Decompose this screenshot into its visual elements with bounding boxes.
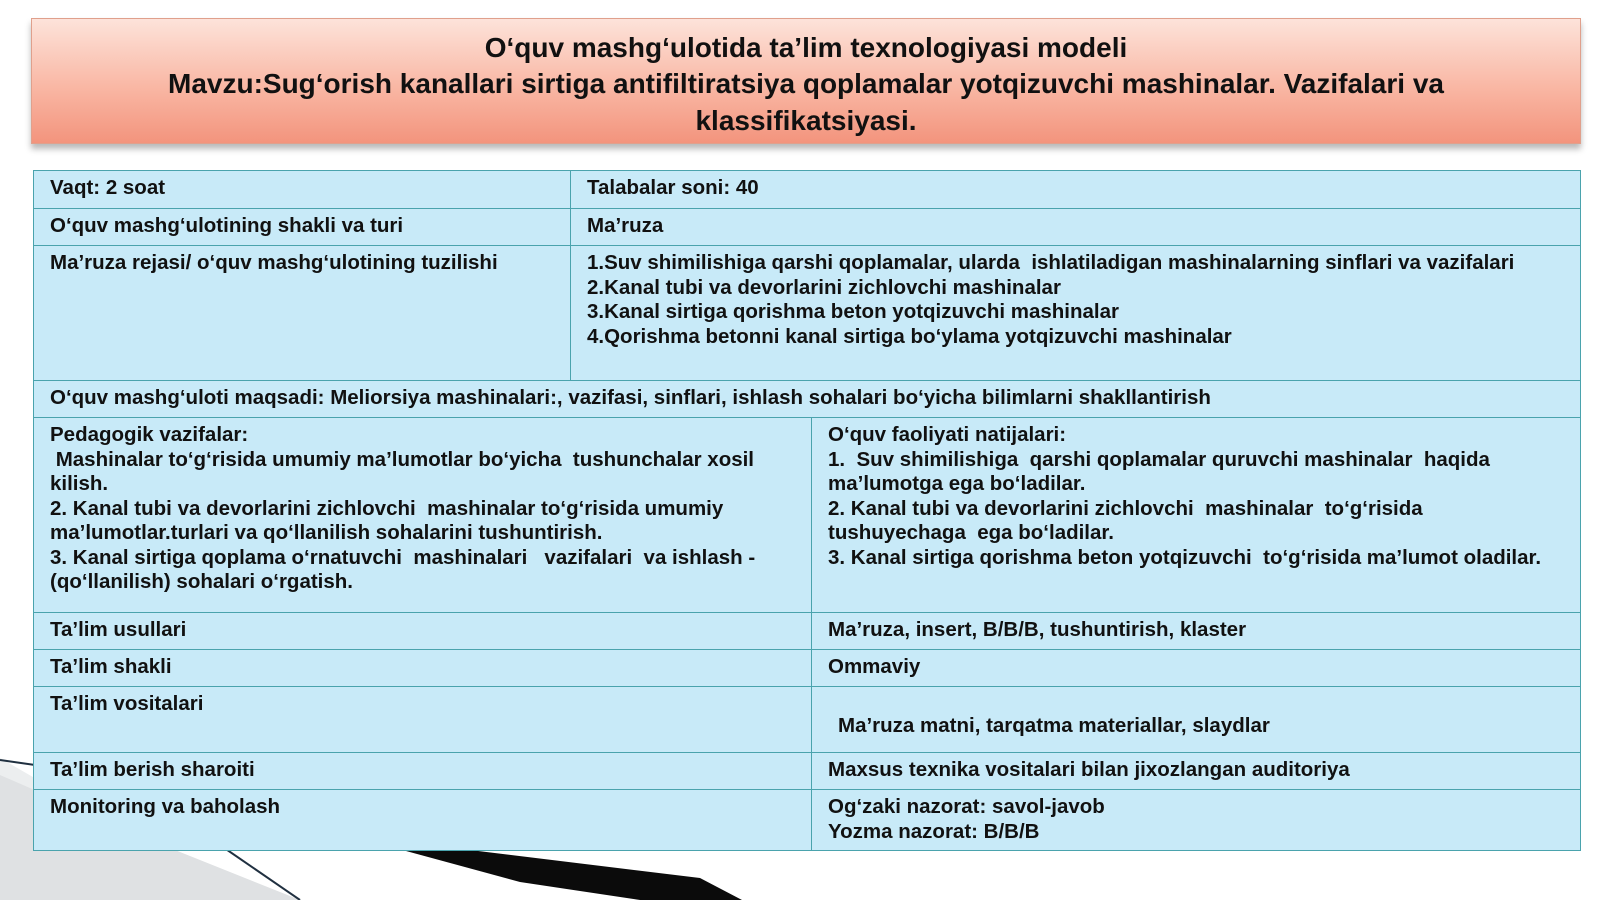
teaching-methods-value: Ma’ruza, insert, B/B/B, tushuntirish, klaster [811, 613, 1580, 649]
monitoring-line: Yozma nazorat: B/B/B [828, 819, 1040, 843]
pedagogical-task-item: 2. Kanal tubi va devorlarini zichlovchi mashinalar to‘g‘risida umumiy ma’lumotlar.turlari va qo‘llanilish sohalarini tushuntirish. [50, 496, 729, 544]
table-row-goal [34, 380, 1580, 417]
slide-topic: Mavzu:Sug‘orish kanallari sirtiga antifiltiratsiya qoplamalar yotqizuvchi mashinalar. Vazifalari va klassifikatsiyasi. [168, 68, 1444, 136]
slide-title: O‘quv mashg‘ulotida ta’lim texnologiyasi modeli [484, 32, 1128, 63]
teaching-form-value: Ommaviy [811, 650, 1580, 686]
table-row-tools [34, 686, 1580, 752]
learning-outcome-item: 2. Kanal tubi va devorlarini zichlovchi mashinalar to‘g‘risida tushuyechaga ega bo‘ladilar. [828, 496, 1429, 544]
teaching-tools-value: Ma’ruza matni, tarqatma materiallar, slaydlar [811, 687, 1580, 752]
lesson-goal: O‘quv mashg‘uloti maqsadi: Meliorsiya mashinalari:, vazifasi, sinflari, ishlash sohalari bo‘yicha bilimlarni shakllantirish [50, 386, 1211, 409]
table-row-plan [34, 245, 1580, 380]
lecture-plan-label: Ma’ruza rejasi/ o‘quv mashg‘ulotining tuzilishi [50, 251, 498, 274]
monitoring-value [811, 790, 1580, 850]
monitoring-line: Og‘zaki nazorat: savol-javob [828, 795, 1105, 818]
table-row-form [34, 208, 1580, 245]
teaching-tools-label: Ta’lim vositalari [50, 692, 204, 715]
table-row-teaching-form [34, 649, 1580, 686]
pedagogical-task-item: Mashinalar to‘g‘risida umumiy ma’lumotlar bo‘yicha tushunchalar xosil kilish. [50, 447, 760, 495]
lesson-form-value: Ma’ruza [570, 209, 1580, 245]
monitoring-label: Monitoring va baholash [50, 795, 281, 818]
teaching-methods-label: Ta’lim usullari [50, 618, 187, 641]
lecture-plan-list [570, 246, 1580, 380]
table-row-time [34, 171, 1580, 208]
learning-outcome-item: 1. Suv shimilishiga qarshi qoplamalar quruvchi mashinalar haqida ma’lumotga ega bo‘ladilar. [828, 447, 1496, 495]
learning-outcomes-heading: O‘quv faoliyati natijalari: [828, 423, 1067, 446]
plan-item: 3.Kanal sirtiga qorishma beton yotqizuvchi mashinalar [587, 300, 1119, 323]
pedagogical-task-item: 3. Kanal sirtiga qoplama o‘rnatuvchi mashinalari vazifalari va ishlash -(qo‘llanilish) sohalari o‘rgatish. [50, 545, 756, 593]
table-row-tasks [34, 417, 1580, 612]
slide-title-box [31, 18, 1581, 144]
pedagogical-tasks [34, 418, 811, 612]
lesson-plan-table [33, 170, 1581, 851]
table-row-monitoring [34, 789, 1580, 850]
teaching-conditions-value: Maxsus texnika vositalari bilan jixozlangan auditoriya [811, 753, 1580, 789]
plan-item: 4.Qorishma betonni kanal sirtiga bo‘ylama yotqizuvchi mashinalar [587, 324, 1232, 348]
pedagogical-tasks-heading: Pedagogik vazifalar: [50, 423, 249, 446]
table-row-methods [34, 612, 1580, 649]
learning-outcome-item: 3. Kanal sirtiga qorishma beton yotqizuvchi to‘g‘risida ma’lumot oladilar. [828, 545, 1542, 569]
plan-item: 2.Kanal tubi va devorlarini zichlovchi mashinalar [587, 275, 1061, 299]
teaching-conditions-label: Ta’lim berish sharoiti [50, 758, 255, 781]
plan-item: 1.Suv shimilishiga qarshi qoplamalar, ularda ishlatiladigan mashinalarning sinflari va vazifalari [587, 251, 1515, 274]
table-row-conditions [34, 752, 1580, 789]
learning-outcomes [811, 418, 1580, 612]
lesson-form-label: O‘quv mashg‘ulotining shakli va turi [50, 214, 404, 237]
students-count-cell: Talabalar soni: 40 [570, 171, 1580, 208]
teaching-form-label: Ta’lim shakli [50, 655, 172, 678]
time-cell: Vaqt: 2 soat [50, 176, 166, 199]
